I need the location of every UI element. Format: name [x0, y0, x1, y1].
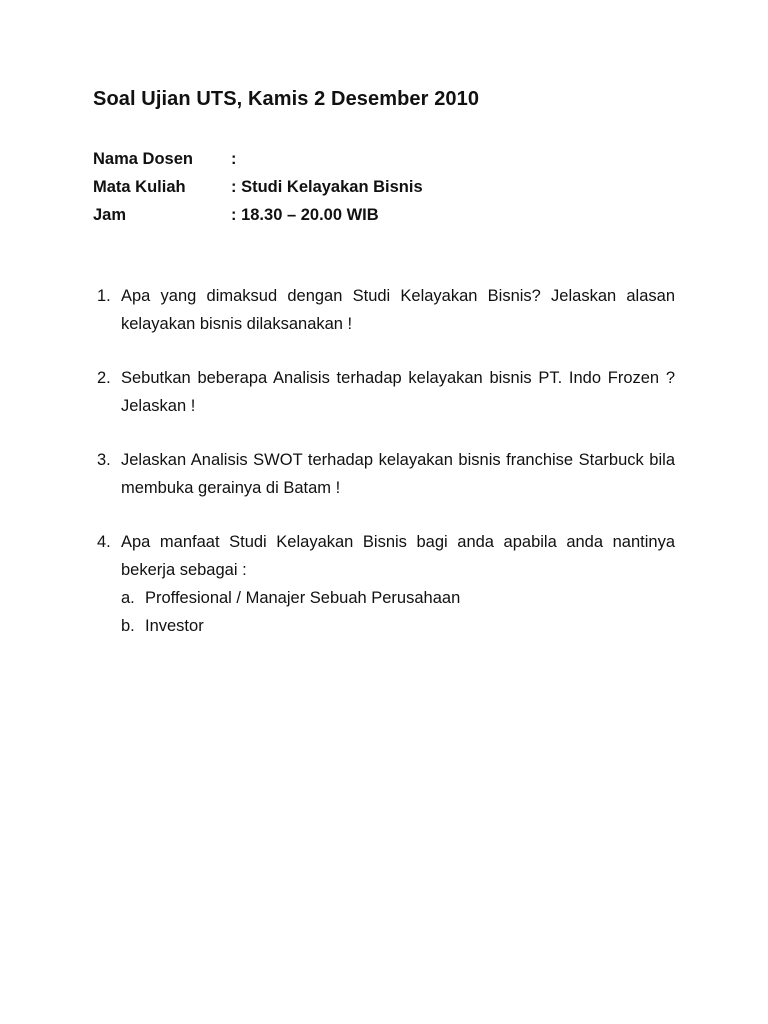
sub-question-item [121, 584, 675, 612]
question-text: Jelaskan Analisis SWOT terhadap kelayakan bisnis franchise Starbuck bila membuka gerainya di Batam ! [121, 451, 675, 497]
info-label: Jam [93, 206, 127, 224]
sub-question-text: Proffesional / Manajer Sebuah Perusahaan [145, 589, 461, 607]
info-label: Nama Dosen [93, 150, 193, 168]
question-number: 4. [97, 533, 111, 551]
question-item [93, 528, 675, 640]
info-row-mata-kuliah [93, 173, 423, 201]
question-item [93, 364, 675, 420]
sub-question-list [121, 584, 675, 640]
question-text: Apa yang dimaksud dengan Studi Kelayakan Bisnis? Jelaskan alasan kelayakan bisnis dilaksanakan ! [121, 287, 675, 333]
page-title: Soal Ujian UTS, Kamis 2 Desember 2010 [93, 88, 480, 110]
info-label: Mata Kuliah [93, 178, 186, 196]
info-value: : [231, 150, 237, 168]
question-text: Sebutkan beberapa Analisis terhadap kelayakan bisnis PT. Indo Frozen ? Jelaskan ! [121, 369, 675, 415]
sub-question-letter: a. [121, 589, 135, 607]
question-item [93, 446, 675, 502]
question-number: 2. [97, 369, 111, 387]
question-list [93, 282, 675, 666]
info-value: : Studi Kelayakan Bisnis [231, 178, 423, 196]
question-number: 3. [97, 451, 111, 469]
exam-info [93, 145, 423, 229]
question-item [93, 282, 675, 338]
sub-question-text: Investor [145, 617, 204, 635]
sub-question-letter: b. [121, 617, 135, 635]
question-number: 1. [97, 287, 111, 305]
info-row-nama-dosen [93, 145, 423, 173]
info-value: : 18.30 – 20.00 WIB [231, 206, 379, 224]
sub-question-item [121, 612, 675, 640]
info-row-jam [93, 201, 423, 229]
question-text: Apa manfaat Studi Kelayakan Bisnis bagi anda apabila anda nantinya bekerja sebagai : [121, 533, 675, 579]
